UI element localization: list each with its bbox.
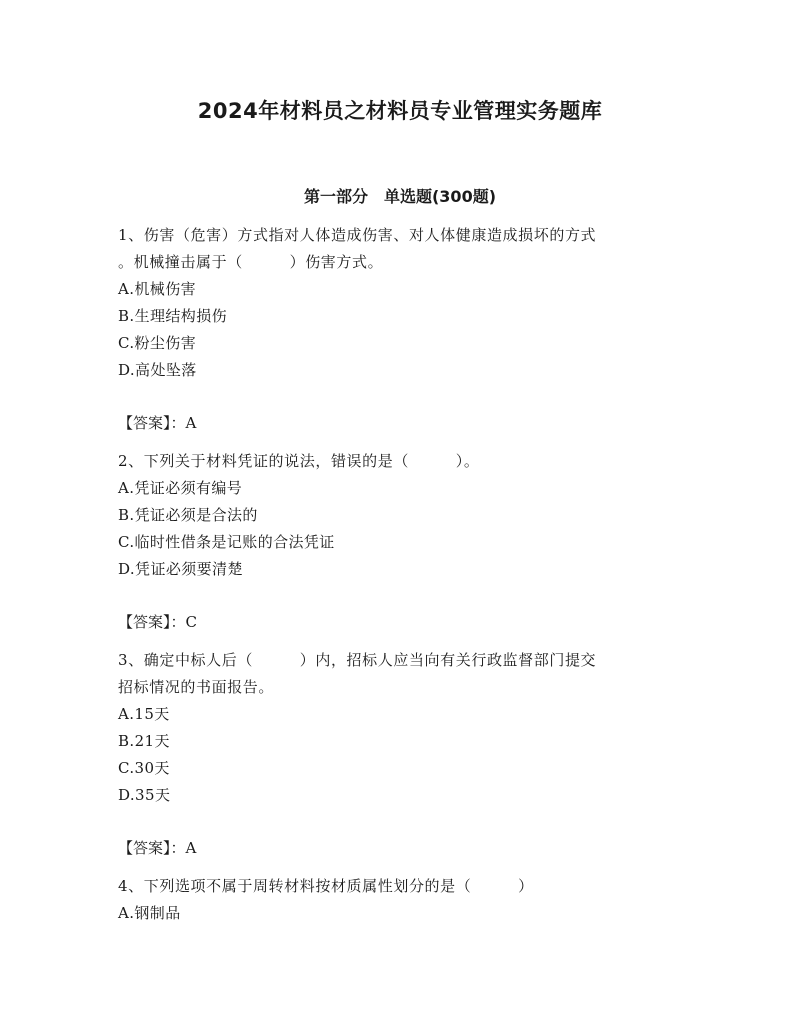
answer-line (118, 410, 688, 437)
answer-value: A (185, 839, 197, 857)
question-stem: 4、下列选项不属于周转材料按材质属性划分的是（ ） (118, 877, 534, 895)
answer-label: 【答案】： (118, 613, 186, 631)
answer-label: 【答案】： (118, 414, 186, 432)
option-b: B.凭证必须是合法的 (118, 506, 258, 524)
answer-value: A (185, 414, 197, 432)
option-d: D.凭证必须要清楚 (118, 560, 243, 578)
question-1 (118, 222, 688, 437)
option-a: A.15天 (118, 705, 170, 723)
answer-line (118, 835, 688, 862)
answer-value: C (185, 613, 197, 631)
option-a: A.钢制品 (118, 904, 181, 922)
option-b: B.21天 (118, 732, 170, 750)
document-title: 2024年材料员之材料员专业管理实务题库 (197, 99, 603, 123)
option-c: C.临时性借条是记账的合法凭证 (118, 533, 335, 551)
question-2 (118, 448, 688, 636)
question-stem: 2、下列关于材料凭证的说法，错误的是（ ）。 (118, 452, 480, 470)
answer-label: 【答案】： (118, 839, 186, 857)
option-a: A.凭证必须有编号 (118, 479, 243, 497)
question-stem-continued: 。机械撞击属于（ ）伤害方式。 (118, 253, 384, 271)
question-4 (118, 873, 688, 927)
question-list (118, 222, 688, 927)
option-c: C.粉尘伤害 (118, 334, 197, 352)
answer-line (118, 609, 688, 636)
option-b: B.生理结构损伤 (118, 307, 227, 325)
question-stem: 3、确定中标人后（ ）内，招标人应当向有关行政监督部门提交 (118, 651, 597, 669)
option-d: D.高处坠落 (118, 361, 197, 379)
question-3 (118, 647, 688, 862)
option-d: D.35天 (118, 786, 171, 804)
option-a: A.机械伤害 (118, 280, 197, 298)
section-title: 第一部分 单选题(300题) (303, 187, 497, 206)
question-stem: 1、伤害（危害）方式指对人体造成伤害、对人体健康造成损坏的方式 (118, 226, 597, 244)
question-stem-continued: 招标情况的书面报告。 (118, 678, 275, 696)
option-c: C.30天 (118, 759, 170, 777)
